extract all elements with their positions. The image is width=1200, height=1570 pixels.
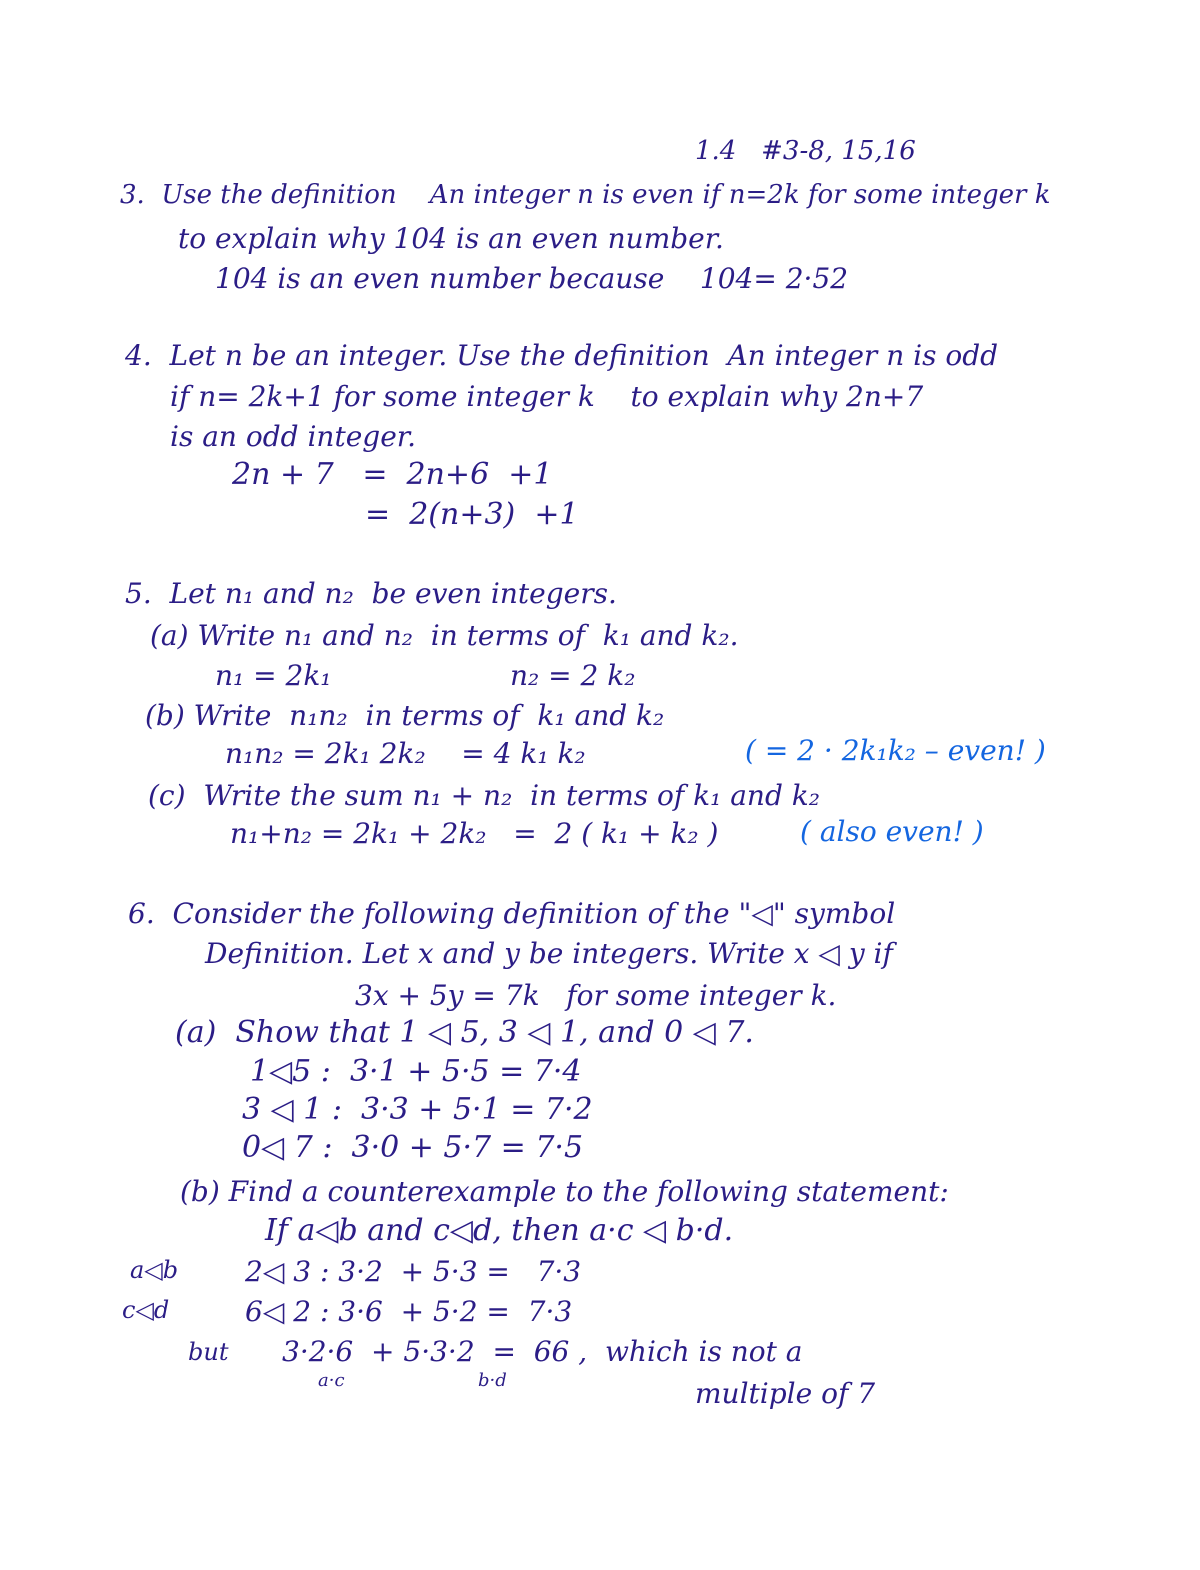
problem-5b-answer: n₁n₂ = 2k₁ 2k₂ = 4 k₁ k₂ — [225, 737, 586, 770]
problem-5c-question: (c) Write the sum n₁ + n₂ in terms of k₁ and k₂ — [148, 779, 820, 812]
counterexample-label-cd: c◁d — [122, 1296, 170, 1324]
problem-6b-question: (b) Find a counterexample to the following statement: — [180, 1175, 949, 1208]
problem-3-answer: 104 is an even number because 104= 2·52 — [215, 262, 849, 295]
problem-6a-question: (a) Show that 1 ◁ 5, 3 ◁ 1, and 0 ◁ 7. — [175, 1015, 754, 1050]
problem-6a-work-2: 3 ◁ 1 : 3·3 + 5·1 = 7·2 — [242, 1092, 593, 1127]
problem-6-definition-condition: 3x + 5y = 7k for some integer k. — [355, 979, 837, 1012]
counterexample-row-4: multiple of 7 — [695, 1377, 876, 1410]
counterexample-label-ab: a◁b — [130, 1256, 179, 1284]
problem-5c-note: ( also even! ) — [800, 815, 984, 848]
problem-4-line-1: 4. Let n be an integer. Use the definition An integer n is odd — [125, 339, 999, 372]
counterexample-ac-note: a·c — [318, 1370, 345, 1391]
problem-4-work-1: 2n + 7 = 2n+6 +1 — [232, 457, 553, 492]
counterexample-bd-note: b·d — [478, 1370, 507, 1391]
counterexample-row-3: 3·2·6 + 5·3·2 = 66 , which is not a — [282, 1335, 803, 1368]
problem-6a-work-3: 0◁ 7 : 3·0 + 5·7 = 7·5 — [242, 1130, 584, 1165]
problem-5a-answer-n2: n₂ = 2 k₂ — [510, 659, 636, 692]
counterexample-label-but: but — [188, 1338, 229, 1366]
problem-5a-question: (a) Write n₁ and n₂ in terms of k₁ and k₂. — [150, 619, 739, 652]
problem-6a-work-1: 1◁5 : 3·1 + 5·5 = 7·4 — [250, 1054, 582, 1089]
problem-5b-note: ( = 2 · 2k₁k₂ – even! ) — [745, 734, 1046, 767]
counterexample-row-1: 2◁ 3 : 3·2 + 5·3 = 7·3 — [245, 1255, 582, 1288]
problem-3-line-2: to explain why 104 is an even number. — [178, 222, 724, 255]
problem-5c-answer: n₁+n₂ = 2k₁ + 2k₂ = 2 ( k₁ + k₂ ) — [230, 817, 719, 850]
problem-5a-answer-n1: n₁ = 2k₁ — [215, 659, 332, 692]
problem-6b-statement: If a◁b and c◁d, then a·c ◁ b·d. — [265, 1213, 734, 1248]
problem-3-line-1: 3. Use the definition An integer n is even if n=2k for some integer k — [120, 180, 1051, 210]
counterexample-row-2: 6◁ 2 : 3·6 + 5·2 = 7·3 — [245, 1295, 573, 1328]
problem-4-line-3: is an odd integer. — [170, 420, 416, 453]
problem-6-line-1: 6. Consider the following definition of the "◁" symbol — [128, 897, 896, 930]
header-section-ref: 1.4 #3-8, 15,16 — [695, 136, 916, 166]
problem-6-definition: Definition. Let x and y be integers. Write x ◁ y if — [205, 937, 893, 970]
problem-5-line-1: 5. Let n₁ and n₂ be even integers. — [125, 577, 617, 610]
problem-5b-question: (b) Write n₁n₂ in terms of k₁ and k₂ — [145, 699, 665, 732]
problem-4-work-2: = 2(n+3) +1 — [365, 497, 579, 532]
problem-4-line-2: if n= 2k+1 for some integer k to explain why 2n+7 — [170, 380, 924, 413]
